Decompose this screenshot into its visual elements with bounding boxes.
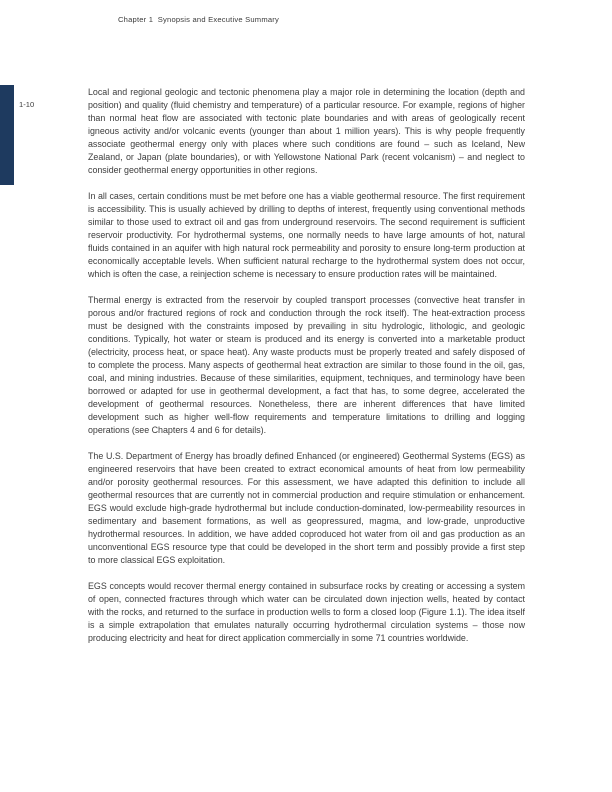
margin-accent-bar [0,85,14,185]
paragraph-egs-concepts: EGS concepts would recover thermal energy contained in subsurface rocks by creating or accessing a system of open, connected fractures through which water can be circulated down injection wells, heated by contact with the rocks, and returned to the surface in production wells to form a closed loop (Figure 1.1). The idea itself is a simple extrapolation that emulates naturally occurring hydrothermal circulation systems – those now producing electricity and heat for direct application commercially in some 71 countries worldwide. [88,581,525,643]
paragraph-thermal-energy-extraction: Thermal energy is extracted from the reservoir by coupled transport processes (convective heat transfer in porous and/or fractured regions of rock and conduction through the rock itself). The heat-extraction process must be designed with the constraints imposed by prevailing in situ hydrologic, lithologic, and geologic conditions. Typically, hot water or steam is produced and its energy is converted into a marketable product (electricity, process heat, or space heat). Any waste products must be properly treated and safely disposed of to complete the process. Many aspects of geothermal heat extraction are similar to those found in the oil, gas, coal, and mining industries. Because of these similarities, equipment, techniques, and terminology have been borrowed or adapted for use in geothermal development, a fact that has, to some degree, accelerated the development of geothermal resources. Nonetheless, there are inherent differences that have limited development such as higher well-flow requirements and temperature limitations to drilling and logging operations (see Chapters 4 and 6 for details). [88,295,525,435]
body-text-block [88,86,525,658]
paragraph-geologic-phenomena: Local and regional geologic and tectonic phenomena play a major role in determining the location (depth and position) and quality (fluid chemistry and temperature) of a particular resource. For example, regions of higher than normal heat flow are associated with tectonic plate boundaries and with areas of geologically recent igneous activity and/or volcanic events (younger than about 1 million years). This is why people frequently associate geothermal energy only with places where such conditions are found – such as Iceland, New Zealand, or Japan (plate boundaries), or with Yellowstone National Park (recent volcanism) – and neglect to consider geothermal energy opportunities in other regions. [88,87,525,175]
paragraph-doe-egs-definition: The U.S. Department of Energy has broadly defined Enhanced (or engineered) Geothermal Systems (EGS) as engineered reservoirs that have been created to extract economical amounts of heat from low permeability and/or porosity geothermal resources. For this assessment, we have adapted this definition to include all geothermal resources that are currently not in commercial production and require stimulation or enhancement. EGS would exclude high-grade hydrothermal but include conduction-dominated, low-permeability resources in sedimentary and basement formations, as well as geopressured, magma, and low-grade, unproductive hydrothermal resources. In addition, we have added coproduced hot water from oil and gas production as an unconventional EGS resource type that could be developed in the short term and possibly provide a first step to more classical EGS exploitation. [88,451,525,565]
chapter-running-header: Chapter 1 Synopsis and Executive Summary [118,15,279,24]
paragraph-viable-resource-conditions: In all cases, certain conditions must be met before one has a viable geothermal resource. The first requirement is accessibility. This is usually achieved by drilling to depths of interest, frequently using conventional methods similar to those used to extract oil and gas from underground reservoirs. The second requirement is sufficient reservoir productivity. For hydrothermal systems, one normally needs to have large amounts of hot, natural fluids contained in an aquifer with high natural rock permeability and porosity to ensure long-term production at economically acceptable levels. When sufficient natural recharge to the hydrothermal system does not occur, which is often the case, a reinjection scheme is necessary to ensure production rates will be maintained. [88,191,525,279]
page-number: 1-10 [19,100,35,109]
